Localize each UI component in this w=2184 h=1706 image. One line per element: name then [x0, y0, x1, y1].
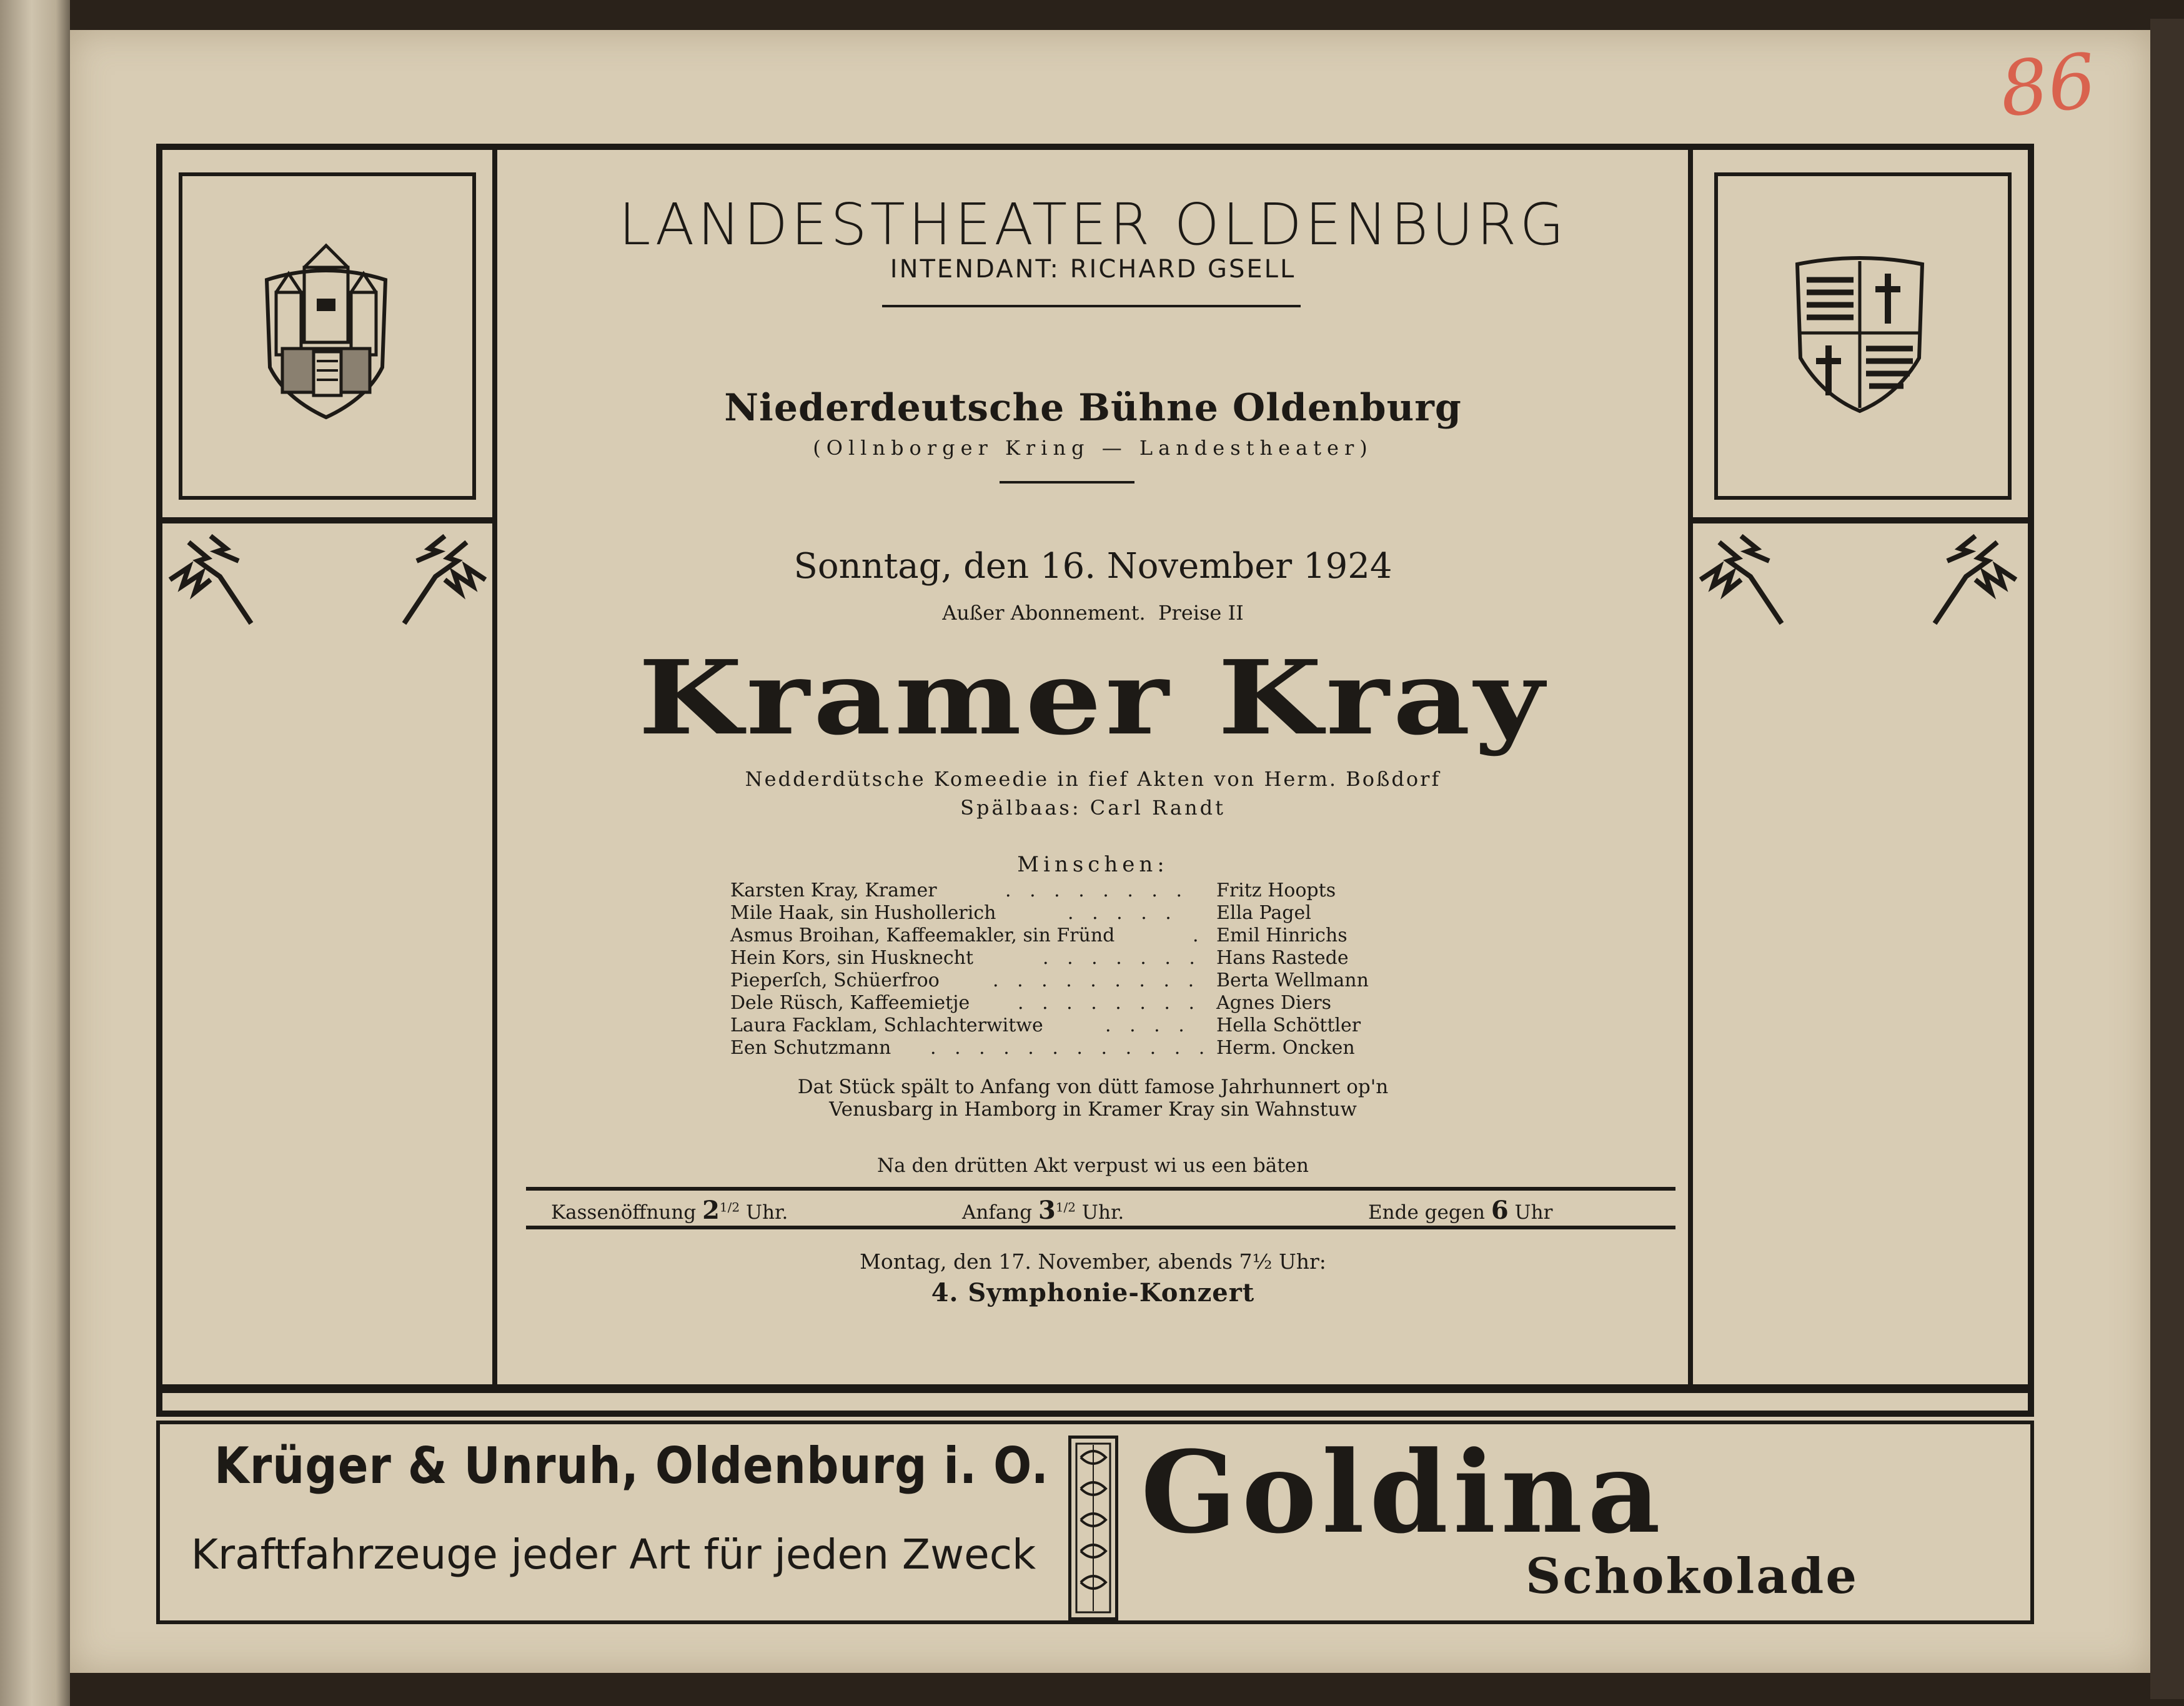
- program-page: [70, 30, 2150, 1673]
- lightning-ornament-icon: [164, 530, 264, 630]
- left-panel-separator: [162, 517, 492, 523]
- cast-row: [730, 1014, 1430, 1037]
- left-page-edge: [0, 0, 70, 1706]
- cast-role: Laura Facklam, Schlachterwitwe: [730, 1014, 1043, 1036]
- ads-rule-bottom: [156, 1620, 2034, 1624]
- divider-left: [492, 144, 497, 1387]
- floral-ornament-icon: [1071, 1439, 1115, 1617]
- box-office-unit: Uhr.: [745, 1201, 788, 1224]
- cast-actor: Hella Schöttler: [1216, 1014, 1361, 1036]
- frame-right: [2028, 144, 2034, 1417]
- cast-leader: . . . . . . . . .: [993, 970, 1201, 991]
- lightning-ornament-icon: [1694, 530, 1794, 630]
- box-office-label: Kassenöffnung: [551, 1201, 697, 1224]
- performance-date: Sonntag, den 16. November 1924: [793, 546, 1392, 587]
- cast-leader: . . . . . . .: [1043, 947, 1201, 969]
- cast-row: [730, 1037, 1430, 1059]
- cast-role: Dele Rüsch, Kaffeemietje: [730, 992, 970, 1014]
- cast-row: [730, 970, 1430, 992]
- start-time: [962, 1196, 1124, 1225]
- ad-krueger-title: Krüger & Unruh, Oldenburg i. O.: [214, 1437, 1049, 1495]
- cast-actor: Hans Rastede: [1216, 947, 1349, 969]
- times-rule-bottom: [526, 1226, 1675, 1229]
- intermission-note: Na den drütten Akt verpust wi us een bäten: [876, 1154, 1309, 1177]
- cast-role: Mile Haak, sin Hushollerich: [730, 902, 996, 924]
- end-unit: Uhr: [1514, 1201, 1553, 1224]
- right-background: [2150, 19, 2184, 1699]
- cast-actor: Emil Hinrichs: [1216, 925, 1348, 946]
- company-rule: [1000, 481, 1134, 484]
- play-description: Nedderdütsche Komeedie in fief Akten von Herm. Boßdorf: [745, 767, 1441, 791]
- theater-name: LANDESTHEATER OLDENBURG: [618, 191, 1567, 258]
- ad-divider-ornament: [1068, 1436, 1118, 1620]
- cast-leader: . . . .: [1105, 1014, 1191, 1036]
- intendant: INTENDANT: RICHARD GSELL: [890, 255, 1296, 284]
- lightning-ornament-icon: [392, 530, 492, 630]
- start-hour: 3: [1038, 1196, 1056, 1225]
- cast-leader: . . . . . . . .: [1005, 880, 1189, 901]
- oldenburg-state-crest-icon: [1791, 252, 1928, 414]
- next-event-title: 4. Symphonie-Konzert: [931, 1278, 1255, 1307]
- cast-leader: . . . . . . . .: [1018, 992, 1201, 1014]
- company-subtitle: (Ollnborger Kring — Landestheater): [813, 436, 1373, 460]
- box-office-time: [551, 1196, 788, 1225]
- cast-heading: Minschen:: [1017, 852, 1169, 877]
- cast-role: Pieperſch, Schüerfroo: [730, 970, 940, 991]
- end-time: [1368, 1196, 1552, 1225]
- cast-actor: Ella Pagel: [1216, 902, 1311, 924]
- cast-row: [730, 880, 1430, 902]
- frame-left: [156, 144, 162, 1417]
- setting-line-1: Dat Stück spält to Anfang von dütt famose Jahrhunnert op'n: [797, 1076, 1389, 1098]
- end-hour: 6: [1491, 1196, 1509, 1225]
- cast-role: Hein Kors, sin Husknecht: [730, 947, 974, 969]
- start-label: Anfang: [962, 1201, 1033, 1224]
- cast-list: [730, 880, 1461, 1067]
- performance-pricing: Außer Abonnement. Preise II: [942, 601, 1244, 625]
- box-office-hour: 2: [702, 1196, 720, 1225]
- box-office-fraction: 1/2: [719, 1199, 740, 1215]
- cast-row: [730, 947, 1430, 970]
- frame-mid-bottom: [156, 1384, 2034, 1393]
- cast-actor: Herm. Oncken: [1216, 1037, 1355, 1059]
- ads-right-edge: [2030, 1421, 2034, 1624]
- play-title: Kramer Kray: [638, 638, 1548, 758]
- cast-actor: Fritz Hoopts: [1216, 880, 1336, 901]
- title-rule: [882, 305, 1301, 307]
- next-event-line: Montag, den 17. November, abends 7½ Uhr:: [860, 1249, 1326, 1274]
- cast-actor: Agnes Diers: [1216, 992, 1332, 1014]
- cast-leader: .: [1193, 925, 1205, 946]
- cast-role: Een Schutzmann: [730, 1037, 891, 1059]
- frame-bottom: [156, 1411, 2034, 1417]
- frame-top: [156, 144, 2034, 150]
- page-number: 86: [1996, 37, 2100, 134]
- times-rule-top: [526, 1187, 1675, 1191]
- setting-line-2: Venusbarg in Hamborg in Kramer Kray sin Wahnstuw: [829, 1098, 1357, 1121]
- cast-row: [730, 925, 1430, 947]
- company-name: Niederdeutsche Bühne Oldenburg: [724, 386, 1462, 430]
- cast-role: Asmus Broihan, Kaffeemakler, sin Fründ: [730, 925, 1115, 946]
- ad-krueger-subtitle: Kraftfahrzeuge jeder Art für jeden Zweck: [191, 1530, 1036, 1579]
- start-unit: Uhr.: [1081, 1201, 1124, 1224]
- lightning-ornament-icon: [1922, 530, 2022, 630]
- right-panel-separator: [1693, 517, 2028, 523]
- play-director: Spälbaas: Carl Randt: [960, 796, 1226, 820]
- divider-right: [1688, 144, 1693, 1387]
- cast-role: Karsten Kray, Kramer: [730, 880, 937, 901]
- ad-goldina-subtitle: Schokolade: [1526, 1548, 1859, 1605]
- ads-left-edge: [156, 1421, 160, 1624]
- cast-leader: . . . . . . . . . . . .: [930, 1037, 1211, 1059]
- ads-rule-top: [156, 1421, 2034, 1424]
- cast-leader: . . . . .: [1068, 902, 1178, 924]
- end-label: Ende gegen: [1368, 1201, 1485, 1224]
- cast-row: [730, 992, 1430, 1014]
- ad-goldina-title: Goldina: [1141, 1427, 1665, 1559]
- start-fraction: 1/2: [1055, 1199, 1076, 1215]
- cast-actor: Berta Wellmann: [1216, 970, 1369, 991]
- oldenburg-city-crest-icon: [254, 242, 398, 424]
- cast-row: [730, 902, 1430, 925]
